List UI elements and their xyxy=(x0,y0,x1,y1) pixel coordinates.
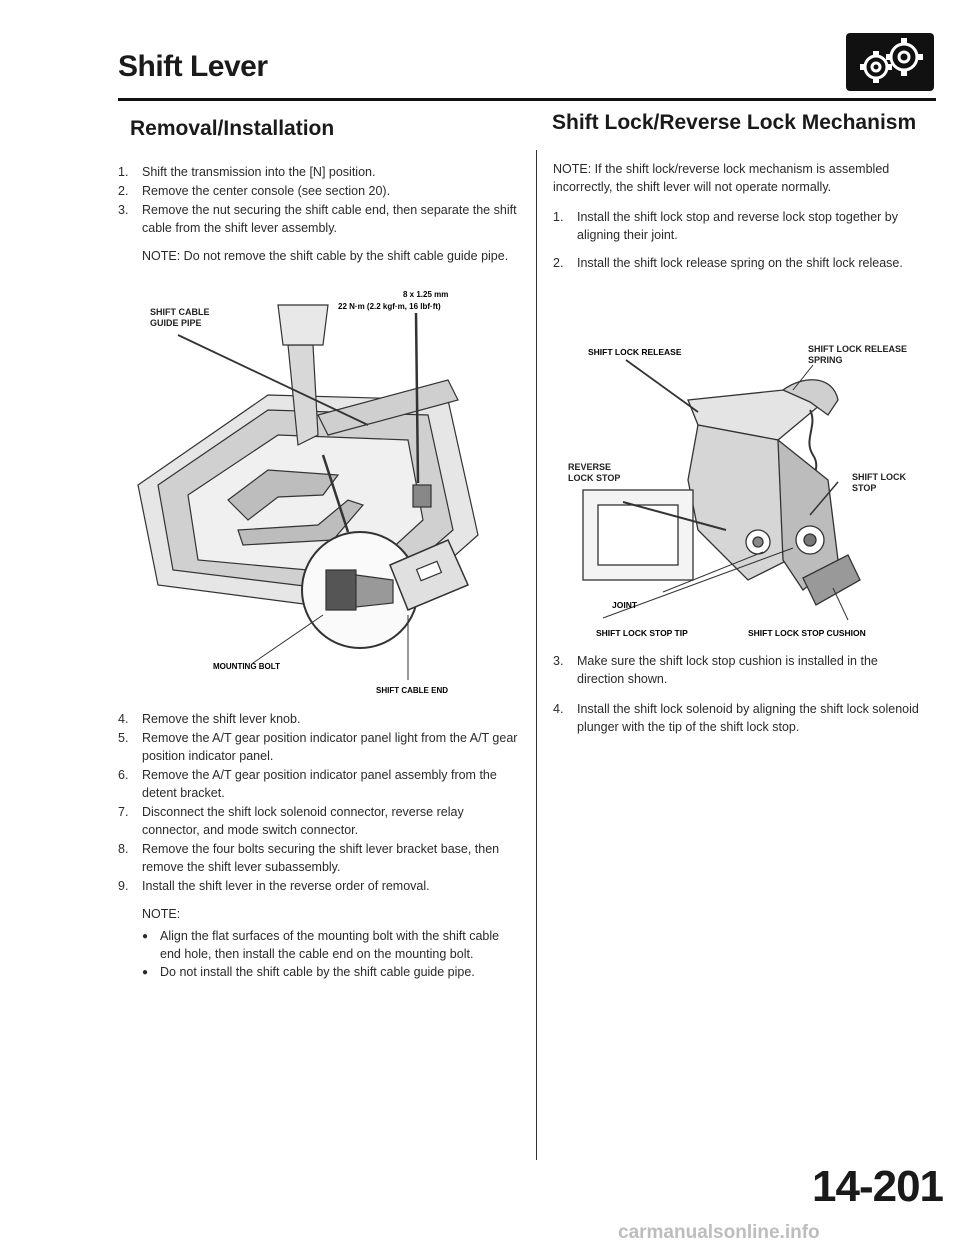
step-item: 6. Remove the A/T gear position indicator panel assembly from the detent bracket. xyxy=(118,768,497,800)
step-item: 4. Remove the shift lever knob. xyxy=(118,712,301,726)
label-reverse-stop: REVERSE LOCK STOP xyxy=(568,462,621,483)
label-stop-cushion: SHIFT LOCK STOP CUSHION xyxy=(748,628,866,638)
step-item: 1. Shift the transmission into the [N] position. xyxy=(118,165,376,179)
page-number: 14-201 xyxy=(812,1162,944,1211)
column-divider xyxy=(536,150,537,1160)
step-item: 2. Install the shift lock release spring on the shift lock release. xyxy=(553,256,903,270)
removal-steps-b xyxy=(118,710,518,982)
label-lock-stop: SHIFT LOCK STOP xyxy=(852,472,906,493)
page-title: Shift Lever xyxy=(118,50,268,83)
note-bullet: ● Do not install the shift cable by the shift cable guide pipe. xyxy=(142,963,518,982)
label-mounting-bolt: MOUNTING BOLT xyxy=(213,662,280,671)
removal-steps-a xyxy=(118,163,518,265)
title-rule xyxy=(118,98,936,101)
note-title: NOTE: xyxy=(142,907,181,921)
bullet-icon: ● xyxy=(142,967,149,978)
lock-mechanism-intro xyxy=(553,160,921,273)
gear-assembly-icon xyxy=(846,33,934,91)
step-item: 4. Install the shift lock solenoid by aligning the shift lock solenoid plunger with the tip of the shift lock stop. xyxy=(553,702,919,734)
step-item: 9. Install the shift lever in the reverse order of removal. xyxy=(118,879,430,893)
note-bullet: ● Align the flat surfaces of the mounting bolt with the shift cable end hole, then install the cable end on the mounting bolt. xyxy=(142,929,500,961)
label-guide-pipe: SHIFT CABLE GUIDE PIPE xyxy=(150,307,210,328)
step-item: 3. Remove the nut securing the shift cable end, then separate the shift cable from the shift lever assembly. xyxy=(118,203,517,235)
note-lock: NOTE: If the shift lock/reverse lock mechanism is assembled incorrectly, the shift lever will not operate normally. xyxy=(553,162,890,194)
label-lock-release: SHIFT LOCK RELEASE xyxy=(588,347,682,357)
label-spec-size: 8 x 1.25 mm xyxy=(403,290,449,299)
step-item: 3. Make sure the shift lock stop cushion is installed in the direction shown. xyxy=(553,654,878,686)
label-release-spring: SHIFT LOCK RELEASE SPRING xyxy=(808,344,908,365)
note-cable: NOTE: Do not remove the shift cable by the shift cable guide pipe. xyxy=(142,249,509,263)
step-item: 8. Remove the four bolts securing the shift lever bracket base, then remove the shift lever subassembly. xyxy=(118,842,500,874)
section-heading-removal: Removal/Installation xyxy=(130,117,335,140)
bullet-icon: ● xyxy=(142,931,149,942)
note-install xyxy=(142,905,518,982)
step-item: 1. Install the shift lock stop and reverse lock stop together by aligning their joint. xyxy=(553,210,899,242)
label-spec-torque: 22 N·m (2.2 kgf·m, 16 lbf·ft) xyxy=(338,302,441,311)
step-item: 2. Remove the center console (see section 20). xyxy=(118,184,391,198)
shift-lever-removal-illustration xyxy=(118,285,523,700)
label-stop-tip: SHIFT LOCK STOP TIP xyxy=(596,628,688,638)
step-item: 5. Remove the A/T gear position indicator panel light from the A/T gear position indicator panel. xyxy=(118,731,518,763)
step-item: 7. Disconnect the shift lock solenoid connector, reverse relay connector, and mode switch connector. xyxy=(118,805,464,837)
watermark: carmanualsonline.info xyxy=(618,1222,820,1243)
label-joint: JOINT xyxy=(612,600,638,610)
label-cable-end: SHIFT CABLE END xyxy=(376,686,448,695)
section-heading-lock-mechanism: Shift Lock/Reverse Lock Mechanism xyxy=(552,111,917,134)
lock-mechanism-steps-b xyxy=(553,652,921,737)
